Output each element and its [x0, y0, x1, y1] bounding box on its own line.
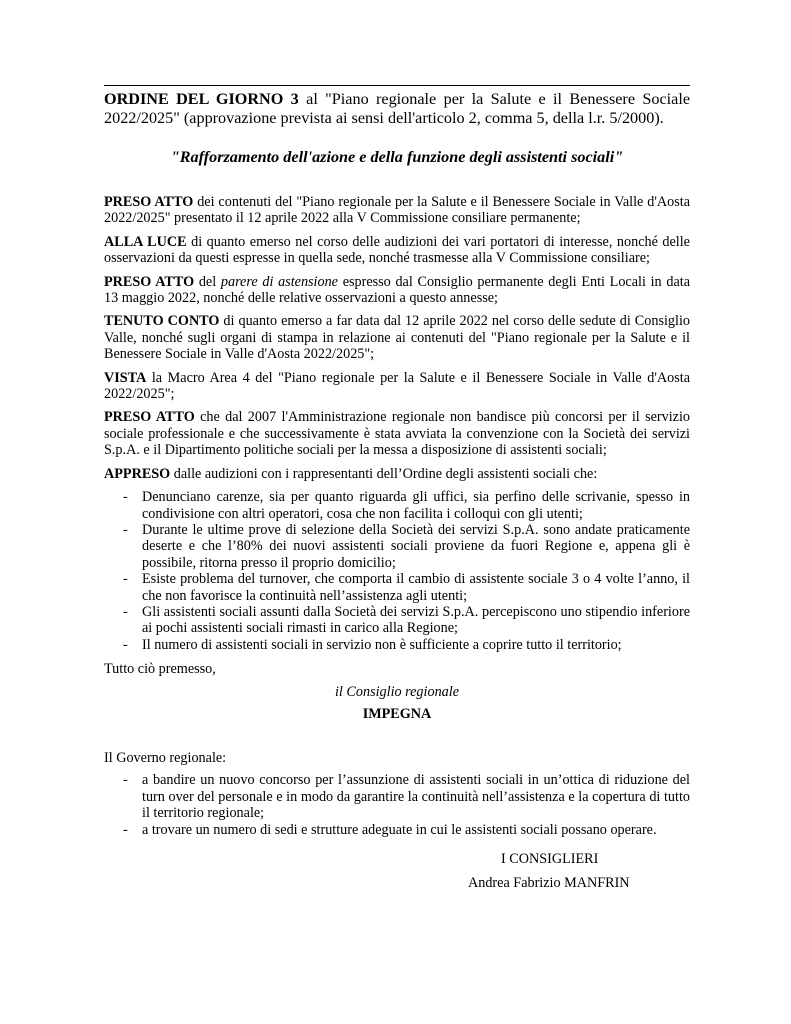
- document-body: [104, 194, 690, 728]
- paragraph-vista: [104, 370, 690, 403]
- list-item: - Denunciano carenze, sia per quanto riguarda gli uffici, sia perfino delle scrivanie, spesso in condivisione con altri operatori, cosa che non facilita i colloqui con gli utenti;: [104, 489, 690, 522]
- paragraph-text: di quanto emerso nel corso delle audizioni dei vari portatori di interesse, nonché delle osservazioni da questi espresse in quella sede, nonché trasmesse alla V Commissione consiliare;: [104, 233, 690, 267]
- paragraph-alla-luce: [104, 234, 690, 267]
- signature-title: I CONSIGLIERI: [501, 851, 599, 867]
- paragraph-text: dei contenuti del "Piano regionale per la Salute e il Benessere Sociale in Valle d'Aosta 2022/2025" presentato il 12 aprile 2022 alla V Commissione consiliare permanente;: [104, 194, 690, 227]
- paragraph-text: dalle audizioni con i rappresentanti dell’Ordine degli assistenti sociali che:: [170, 465, 598, 482]
- paragraph-lead: ALLA LUCE: [104, 233, 187, 250]
- impegna-heading: IMPEGNA: [362, 705, 432, 722]
- paragraph-lead: VISTA: [104, 369, 147, 386]
- document-subtitle: "Rafforzamento dell'azione e della funzione degli assistenti sociali": [170, 148, 624, 166]
- list-item: - Esiste problema del turnover, che comporta il cambio di assistente sociale 3 o 4 volte l’anno, il che non favorisce la continuità nell’assistenza agli utenti;: [104, 571, 690, 604]
- impegni-section: [104, 750, 690, 846]
- signature-name: Andrea Fabrizio MANFRIN: [468, 875, 630, 891]
- list-item: - a bandire un nuovo concorso per l’assunzione di assistenti sociali in un’ottica di riduzione del turn over del personale e in modo da garantire la continuità nell’assistenza e la copertura di tutto il territorio regionale;: [104, 772, 690, 821]
- consiglio-heading: il Consiglio regionale: [334, 683, 459, 700]
- list-item: - Il numero di assistenti sociali in servizio non è sufficiente a coprire tutto il territorio;: [104, 637, 690, 653]
- impegni-list: [104, 772, 690, 838]
- paragraph-italic: parere di astensione: [220, 273, 338, 290]
- list-item: - Gli assistenti sociali assunti dalla Società dei servizi S.p.A. percepiscono uno stipendio inferiore ai pochi assistenti sociali rimasti in carico alla Regione;: [104, 604, 690, 637]
- header-order-number: ORDINE DEL GIORNO 3: [104, 90, 299, 108]
- paragraph-text: del: [194, 273, 221, 290]
- paragraph-text: espresso dal Consiglio permanente degli Enti Locali in data 13 maggio 2022, nonché delle relative osservazioni a questo annesse;: [104, 273, 690, 307]
- paragraph-text: la Macro Area 4 del "Piano regionale per la Salute e il Benessere Sociale in Valle d'Aosta 2022/2025";: [104, 369, 690, 403]
- paragraph-lead: PRESO ATTO: [104, 409, 195, 426]
- paragraph-preso-atto-2: [104, 274, 690, 307]
- paragraph-lead: PRESO ATTO: [104, 273, 195, 290]
- paragraph-text: che dal 2007 l'Amministrazione regionale non bandisce più concorsi per il servizio sociale professionale e che successivamente è stata avviata la convenzione con la Società dei servizi S.p.A. e il Dipartimento politiche sociali per la messa a disposizione di assistenti sociali;: [104, 409, 690, 459]
- document-header: [104, 90, 690, 128]
- paragraph-text: di quanto emerso a far data dal 12 aprile 2022 nel corso delle sedute di Consiglio Valle, nonché sugli organi di stampa in relazione ai contenuti del "Piano regionale per la Salute e il Benessere Sociale in Valle d'Aosta 2022/2025";: [104, 313, 690, 363]
- paragraph-lead: TENUTO CONTO: [104, 313, 220, 330]
- paragraph-lead: PRESO ATTO: [104, 194, 194, 210]
- premesso-line: Tutto ciò premesso,: [104, 661, 216, 678]
- paragraph-preso-atto-1: [104, 194, 690, 227]
- appreso-list: [104, 489, 690, 653]
- paragraph-appreso: [104, 466, 690, 482]
- header-text: al "Piano regionale per la Salute e il Benessere Sociale 2022/2025" (approvazione prevista ai sensi dell'articolo 2, comma 5, della l.r. 5/2000).: [104, 90, 691, 127]
- paragraph-preso-atto-3: [104, 409, 690, 458]
- header-rule: [104, 85, 690, 86]
- paragraph-lead: APPRESO: [104, 465, 171, 482]
- paragraph-tenuto-conto: [104, 313, 690, 362]
- list-item: - a trovare un numero di sedi e strutture adeguate in cui le assistenti sociali possano operare.: [104, 822, 690, 838]
- governo-line: Il Governo regionale:: [104, 750, 227, 766]
- list-item: - Durante le ultime prove di selezione della Società dei servizi S.p.A. sono andate praticamente deserte e che l’80% dei nuovi assistenti sociali proviene da fuori Regione e, appena gli è possibile, ritorna presso il proprio domicilio;: [104, 522, 690, 571]
